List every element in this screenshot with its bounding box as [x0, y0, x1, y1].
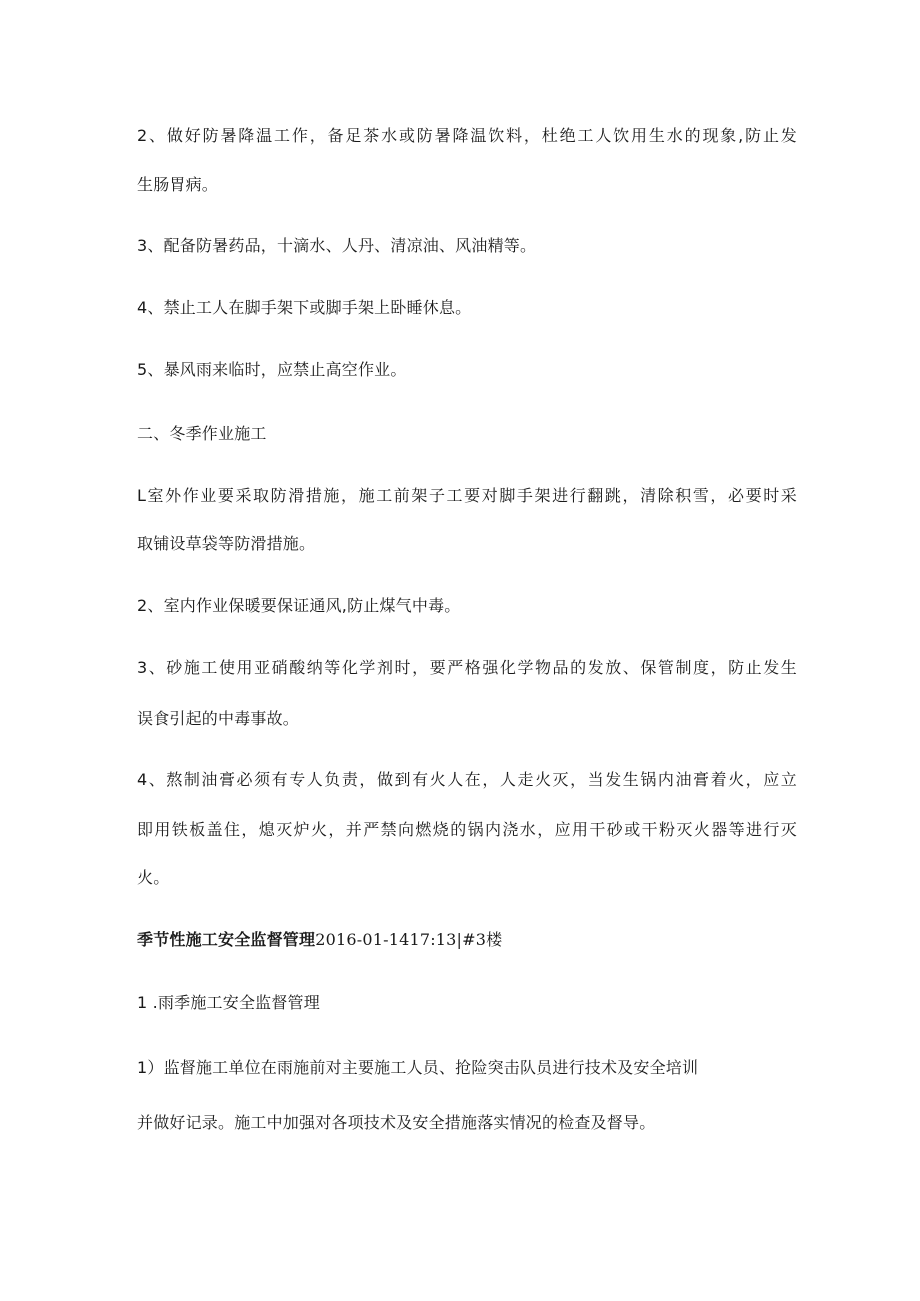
section-heading: [137, 930, 797, 950]
subsection-heading: 二、冬季作业施工: [137, 424, 267, 443]
paragraph-line: 2、室内作业保暖要保证通风,防止煤气中毒。: [137, 596, 461, 615]
paragraph-line: 火。: [137, 868, 170, 887]
paragraph-line: 5、暴风雨来临时，应禁止高空作业。: [137, 360, 407, 379]
section-heading-meta: 2016-01-1417:13|#3楼: [315, 930, 503, 949]
paragraph-line: L室外作业要采取防滑措施，施工前架子工要对脚手架进行翻跳，清除积雪，必要时采: [137, 486, 797, 505]
paragraph-line: 误食引起的中毒事故。: [137, 709, 300, 728]
paragraph-line: 3、砂施工使用亚硝酸纳等化学剂时，要严格强化学物品的发放、保管制度，防止发生: [137, 658, 797, 677]
paragraph-line: 1）监督施工单位在雨施前对主要施工人员、抢险突击队员进行技术及安全培训: [137, 1058, 699, 1077]
section-heading-title: 季节性施工安全监督管理: [137, 930, 316, 949]
paragraph-line: 2、做好防暑降温工作，备足茶水或防暑降温饮料，杜绝工人饮用生水的现象,防止发: [137, 126, 797, 145]
paragraph-line: 4、熬制油膏必须有专人负责，做到有火人在，人走火灭，当发生锅内油膏着火，应立: [137, 770, 797, 789]
paragraph-line: 生肠胃病。: [137, 175, 219, 194]
paragraph-line: 即用铁板盖住，熄灭炉火，并严禁向燃烧的锅内浇水，应用干砂或干粉灭火器等进行灭: [137, 820, 797, 839]
paragraph-line: 取铺设草袋等防滑措施。: [137, 534, 316, 553]
paragraph-line: 3、配备防暑药品，十滴水、人丹、清凉油、风油精等。: [137, 236, 537, 255]
subsection-heading: 1 .雨季施工安全监督管理: [137, 993, 320, 1012]
paragraph-line: 并做好记录。施工中加强对各项技术及安全措施落实情况的检查及督导。: [137, 1113, 656, 1132]
paragraph-line: 4、禁止工人在脚手架下或脚手架上卧睡休息。: [137, 298, 472, 317]
